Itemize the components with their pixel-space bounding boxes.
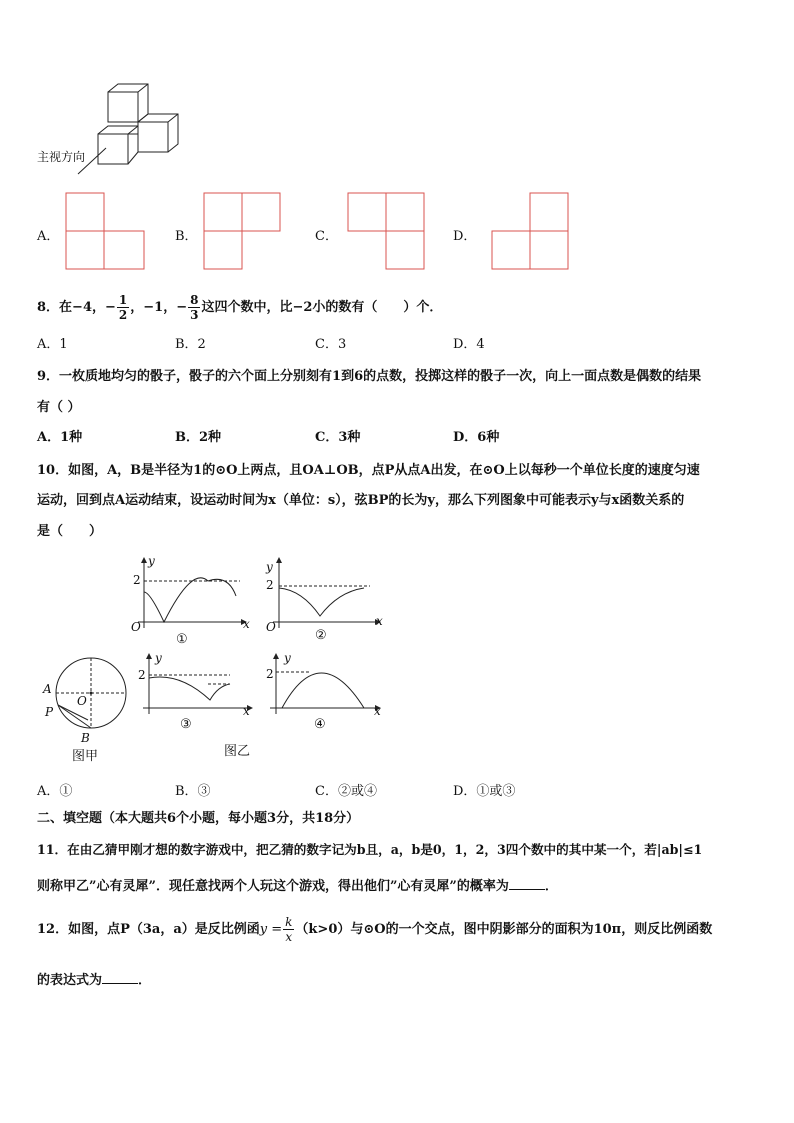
q11-stem-line2 xyxy=(37,875,558,894)
q10-stem-line2: 运动，回到点A运动结束，设运动时间为x（单位：s），弦BP的长为y，那么下列图象中可能表示y与x函数关系的 xyxy=(37,493,685,508)
view-direction-label: 主视方向 xyxy=(37,150,86,164)
q12-fraction: $\frac{k}{x}$ xyxy=(285,915,293,944)
q10-option-d[interactable]: D．①或③ xyxy=(453,784,516,799)
q9-stem-line1: 9．一枚质地均匀的骰子，骰子的六个面上分别刻有1到6的点数，投掷这样的骰子一次，向上一面点数是偶数的结果 xyxy=(37,369,702,384)
q8-option-b[interactable]: B．2 xyxy=(175,337,206,352)
g4-axis-x: x xyxy=(374,704,381,718)
q12-suffix: （k>0）与⊙O的一个交点，图中阴影部分的面积为10π，则反比例函数 xyxy=(295,922,713,937)
q10-stem-line3: 是（ ） xyxy=(37,524,103,539)
q12-line2-end: ． xyxy=(138,973,152,988)
g3-label: ③ xyxy=(180,717,192,732)
q7-option-d-label[interactable]: D． xyxy=(453,229,477,244)
q11-answer-blank[interactable] xyxy=(509,877,545,890)
g1-axis-x: x xyxy=(243,617,250,631)
q8-suffix: 这四个数中，比−2小的数有（ ）个． xyxy=(201,300,443,315)
q7-option-b-label[interactable]: B． xyxy=(175,229,198,244)
g2-axis-x: x xyxy=(376,614,383,628)
g1-origin: O xyxy=(131,620,141,634)
q8-mid: ，−1，− xyxy=(130,300,188,315)
q12-line2-text: 的表达式为 xyxy=(37,973,103,988)
g2-axis-y: y xyxy=(266,560,273,574)
g3-axis-y: y xyxy=(155,651,162,665)
q9-option-c[interactable]: C．3种 xyxy=(315,430,361,445)
q12-answer-blank[interactable] xyxy=(102,971,138,984)
g2-origin: O xyxy=(266,620,276,634)
g3-tick-2: 2 xyxy=(138,668,146,682)
caption-yi: 图乙 xyxy=(224,744,251,759)
q7-option-d-view[interactable] xyxy=(490,191,574,273)
q9-stem-line2: 有（ ） xyxy=(37,400,81,415)
g4-tick-2: 2 xyxy=(266,667,274,681)
q11-stem-line1: 11．在由乙猜甲刚才想的数字游戏中，把乙猜的数字记为b且，a，b是0，1，2，3四个数中的其中某一个，若|ab|≤1 xyxy=(37,842,703,857)
q9-option-a[interactable]: A．1种 xyxy=(37,430,83,445)
q8-option-a[interactable]: A．1 xyxy=(37,337,68,352)
q12-prefix: 12．如图，点P（3a，a）是反比例函 xyxy=(37,922,260,937)
q12-y-eq: y = xyxy=(259,922,283,937)
g1-tick-2: 2 xyxy=(133,573,141,587)
circle-label-b: B xyxy=(81,731,90,745)
q7-option-a-label[interactable]: A． xyxy=(37,229,60,244)
caption-jia: 图甲 xyxy=(72,749,99,764)
q8-prefix: 8．在−4，− xyxy=(37,300,116,315)
q12-stem-line2 xyxy=(37,969,151,988)
q8-fraction-2: $\frac{8}{3}$ xyxy=(190,293,199,322)
g4-axis-y: y xyxy=(284,651,291,665)
g1-axis-y: y xyxy=(148,554,155,568)
circle-label-p: P xyxy=(45,705,54,719)
section-2-heading: 二、填空题（本大题共6个小题，每小题3分，共18分） xyxy=(37,811,360,826)
q10-option-c[interactable]: C．②或④ xyxy=(315,784,377,799)
q7-option-c-view[interactable] xyxy=(346,191,430,273)
q8-option-d[interactable]: D．4 xyxy=(453,337,485,352)
q11-line2-end: ． xyxy=(544,879,558,894)
q12-stem-line1 xyxy=(37,915,712,944)
q9-option-d[interactable]: D．6种 xyxy=(453,430,500,445)
q9-option-b[interactable]: B．2种 xyxy=(175,430,222,445)
q7-option-c-label[interactable]: C． xyxy=(315,229,338,244)
q7-option-a-view[interactable] xyxy=(64,191,148,273)
q8-option-c[interactable]: C．3 xyxy=(315,337,347,352)
g4-label: ④ xyxy=(314,717,326,732)
q8-stem xyxy=(37,293,442,322)
q10-stem-line1: 10．如图，A，B是半径为1的⊙O上两点，且OA⊥OB，点P从点A出发，在⊙O上以每秒一个单位长度的速度匀速 xyxy=(37,463,700,478)
g2-label: ② xyxy=(315,628,327,643)
g2-tick-2: 2 xyxy=(266,578,274,592)
circle-label-a: A xyxy=(43,682,52,696)
q10-option-b[interactable]: B．③ xyxy=(175,784,211,799)
circle-label-o: O xyxy=(77,694,87,708)
g3-axis-x: x xyxy=(243,704,250,718)
q8-fraction-1: $\frac{1}{2}$ xyxy=(118,293,128,322)
g1-label: ① xyxy=(176,632,188,647)
q7-option-b-view[interactable] xyxy=(202,191,286,273)
q10-option-a[interactable]: A．① xyxy=(37,784,73,799)
q11-line2-text: 则称甲乙”心有灵犀”．现任意找两个人玩这个游戏，得出他们”心有灵犀”的概率为 xyxy=(37,879,509,894)
